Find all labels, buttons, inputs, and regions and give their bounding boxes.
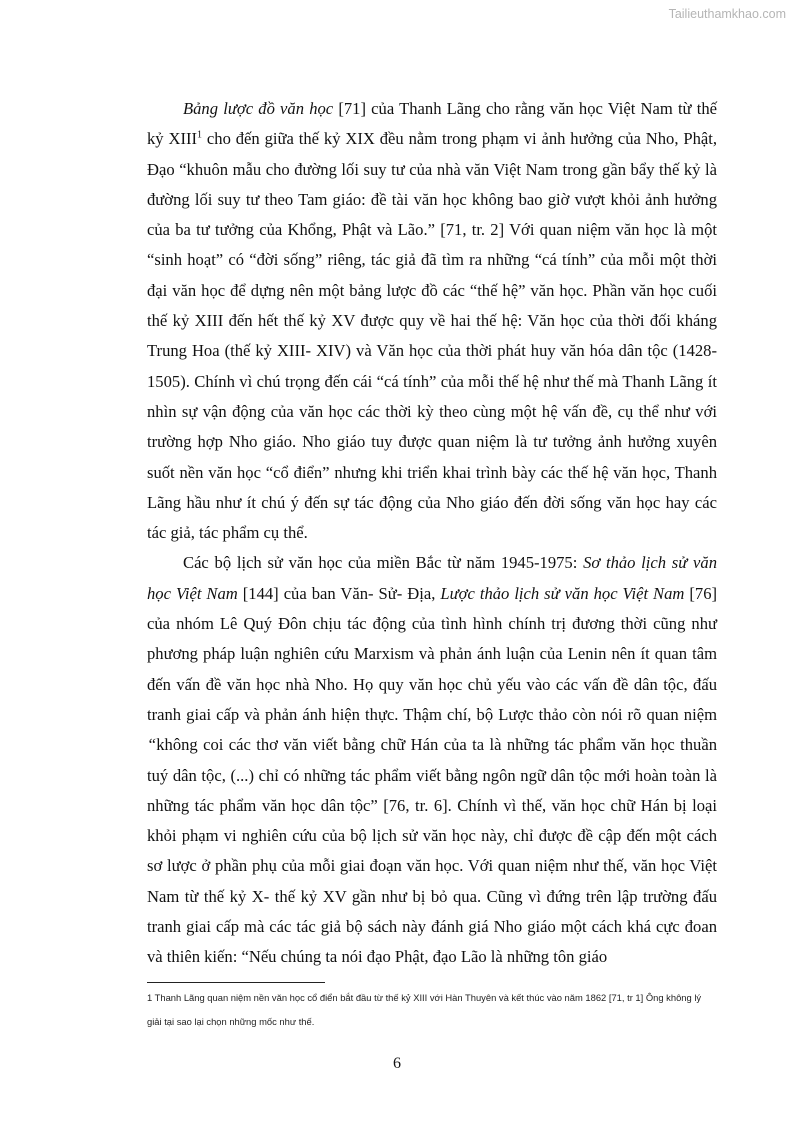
paragraph-text: [76] của nhóm Lê Quý Đôn chịu tác động của tình hình chính trị đương thời cũng như phương pháp luận nghiên cứu Marxism và phản ánh luận của Lenin nên ít quan tâm đến vấn đề văn học nhà Nho. Họ quy văn học chủ yếu vào các vấn đề dân tộc, đấu tranh giai cấp và phản ánh hiện thực. Thậm chí, bộ Lược thảo còn nói rõ quan niệm xyxy=(147,583,718,724)
book-title: Bảng lược đồ văn học xyxy=(183,99,334,118)
paragraph-2 xyxy=(147,548,717,972)
book-title: Lược thảo lịch sử văn học Việt Nam xyxy=(440,583,685,603)
paragraph-text: [144] của ban Văn- Sử- Địa, xyxy=(237,583,441,603)
quote-mark: “ xyxy=(147,735,157,755)
paragraph-text: không coi các thơ văn viết bằng chữ Hán của ta là những tác phẩm văn học thuần tuý dân tộc, (...) chỉ có những tác phẩm viết bằng ngôn ngữ dân tộc mới hoàn toàn là những tác phẩm văn học dân tộc” [76, tr. 6]. Chính vì thế, văn học chữ Hán bị loại khỏi phạm vi nghiên cứu của bộ lịch sử văn học này, chỉ được đề cập đến một cách sơ lược ở phần phụ của mỗi giai đoạn văn học. Với quan niệm như thế, văn học Việt Nam từ thế kỷ X- thế kỷ XV gần như bị bỏ qua. Cũng vì đứng trên lập trường đấu tranh giai cấp mà các tác giả bộ sách này đánh giá Nho giáo một cách khá cực đoan và thiên kiến: “Nếu chúng ta nói đạo Phật, đạo Lão là những tôn giáo xyxy=(147,735,717,967)
main-text xyxy=(147,94,717,973)
footnote-divider xyxy=(147,982,325,983)
page-number: 6 xyxy=(393,1055,401,1072)
footnote-reference[interactable]: 1 xyxy=(197,129,203,141)
paragraph-text: [71] của Thanh Lãng cho rằng văn học Việt Nam từ thế kỷ XIII xyxy=(147,99,718,149)
paragraph-text: cho đến giữa thế kỷ XIX đều nằm trong phạm vi ảnh hưởng của Nho, Phật, Đạo “khuôn mẫu cho đường lối suy tư của nhà văn Việt Nam trong gần bẩy thế kỷ là đường lối suy tư theo Tam giáo: đề tài văn học không bao giờ vượt khỏi ảnh hưởng của ba tư tưởng của Khổng, Phật và Lão.” [71, tr. 2] Với quan niệm văn học là một “sinh hoạt” có “đời sống” riêng, tác giả đã tìm ra những “cá tính” của mỗi một thời đại văn học để dựng nên một bảng lược đồ các “thế hệ” văn học. Phần văn học cuối thế kỷ XIII đến hết thế kỷ XV được quy về hai thế hệ: Văn học của thời đối kháng Trung Hoa (thế kỷ XIII- XIV) và Văn học của thời phát huy văn hóa dân tộc (1428-1505). Chính vì chú trọng đến cái “cá tính” của mỗi thế hệ như thế mà Thanh Lãng ít nhìn sự vận động của văn học các thời kỳ theo cùng một hệ vấn đề, cụ thể như với trường hợp Nho giáo. Nho giáo tuy được quan niệm là tư tưởng ảnh hưởng xuyên suốt nền văn học “cổ điển” nhưng khi triển khai trình bày các thế hệ văn học, Thanh Lãng hầu như ít chú ý đến sự tác động của Nho giáo đến đời sống văn học hay các tác giả, tác phẩm cụ thể. xyxy=(147,129,718,543)
book-title: Sơ thảo lịch sử văn học Việt Nam xyxy=(147,553,717,603)
paragraph-1 xyxy=(147,94,717,548)
paragraph-text: Các bộ lịch sử văn học của miền Bắc từ năm 1945-1975: xyxy=(183,553,584,573)
watermark: Tailieuthamkhao.com xyxy=(668,7,786,21)
footnote: 1 Thanh Lãng quan niệm nền văn học cổ điển bắt đầu từ thế kỷ XIII với Hàn Thuyên và kết thúc vào năm 1862 [71, tr 1] Ông không lý giải tại sao lại chọn những mốc như thế. xyxy=(147,992,702,1027)
